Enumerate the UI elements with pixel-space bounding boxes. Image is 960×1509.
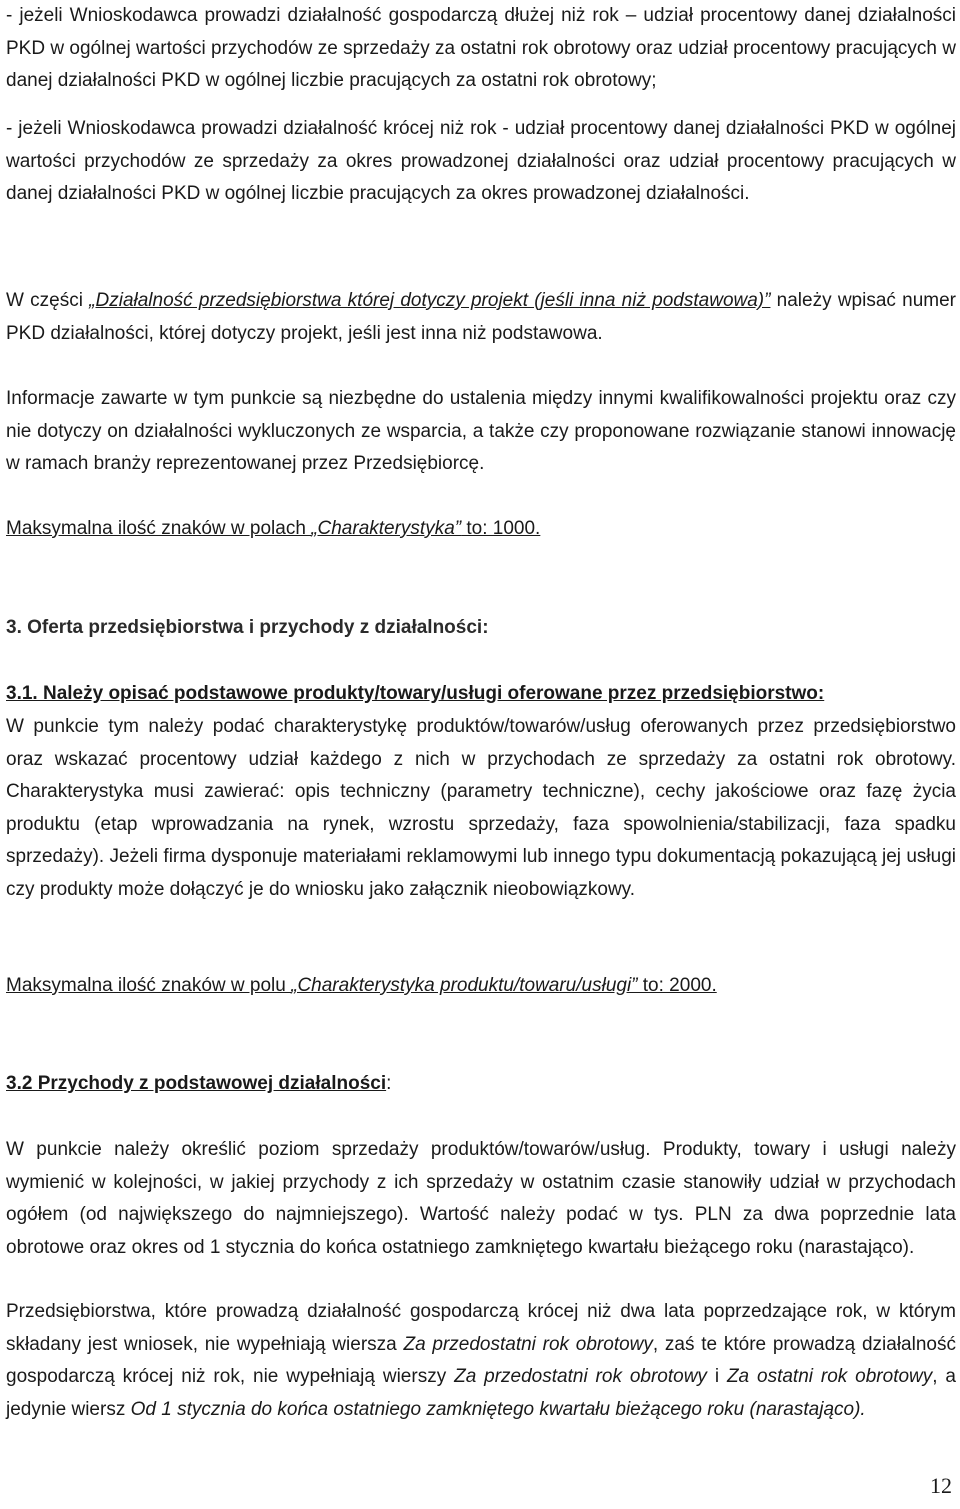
section-3-2-heading <box>6 1068 956 1101</box>
note-row-current-quarter: Od 1 stycznia do końca ostatniego zamkniętego kwartału bieżącego roku (narastająco). <box>130 1398 866 1420</box>
limit2-text-start: Maksymalna ilość znaków w polu <box>6 975 292 996</box>
limit2-text-end: to: 2000. <box>637 975 717 996</box>
note-row-last-year: Za ostatni rok obrotowy <box>726 1366 933 1387</box>
section-3-2-body: W punkcie należy określić poziom sprzedaży produktów/towarów/usług. Produkty, towary i usługi należy wymienić w kolejności, w jakiej przychody z ich sprzedaży w ostatnim czasie stanowiły udział w przychodach ogółem (od największego do najmniejszego). Wartość należy podać w tys. PLN za dwa poprzednie lata obrotowe oraz okres od 1 stycznia do końca ostatniego zamkniętego kwartału bieżącego roku (narastająco). <box>6 1139 956 1258</box>
note-text-1: Przedsiębiorstwa, które prowadzą działalność gospodarczą krócej niż dwa lata poprzedzające rok, w którym składany jest wniosek, nie wypełniają wiersza <box>6 1301 956 1355</box>
limit2-field-name: „Charakterystyka produktu/towaru/usługi” <box>291 975 638 996</box>
pkd-field-name: „Działalność przedsiębiorstwa której dotyczy projekt (jeśli inna niż podstawowa)” <box>89 290 771 311</box>
bullet-item-under-year: - jeżeli Wnioskodawca prowadzi działalność krócej niż rok - udział procentowy danej działalności PKD w ogólnej wartości przychodów ze sprzedaży za okres prowadzonej działalności oraz udział procentowy pracujących w danej działalności PKD w ogólnej liczbie pracujących za okres prowadzonej działalności. <box>6 118 956 204</box>
section-3-2-note <box>6 1296 956 1426</box>
section-3-2-colon: : <box>386 1073 392 1094</box>
section-3-heading: 3. Oferta przedsiębiorstwa i przychody z działalności: <box>6 617 489 638</box>
note-row-prev-year: Za przedostatni rok obrotowy <box>403 1333 653 1355</box>
page-number: 12 <box>930 1473 952 1498</box>
pkd-instruction-paragraph <box>6 285 956 350</box>
information-paragraph: Informacje zawarte w tym punkcie są niezbędne do ustalenia między innymi kwalifikowalności projektu oraz czy nie dotyczy on działalności wykluczonych ze wsparcia, a także czy proponowane rozwiązanie stanowi innowację w ramach branży reprezentowanej przez Przedsiębiorcę. <box>6 388 956 474</box>
section-3-1-body: W punkcie tym należy podać charakterystykę produktów/towarów/usług oferowanych przez przedsiębiorstwo oraz wskazać procentowy udział każdego z nich w przychodach ze sprzedaży za ostatni rok obrotowy. Charakterystyka musi zawierać: opis techniczny (parametry techniczne), cechy jakościowe oraz fazę życia produktu (etap wprowadzania na rynek, wzrostu sprzedaży, faza spowolnienia/stabilizacji, faza spadku sprzedaży). Jeżeli firma dysponuje materiałami reklamowymi lub innego typu dokumentacją pokazującą jej usługi czy produkty może dołączyć je do wniosku jako załącznik nieobowiązkowy. <box>6 716 956 900</box>
limit1-text-start: Maksymalna ilość znaków w polach <box>6 518 312 539</box>
section-3-1-heading: 3.1. Należy opisać podstawowe produkty/towary/usługi oferowane przez przedsiębiorstwo: <box>6 683 825 704</box>
section-3-2-title: 3.2 Przychody z podstawowej działalności <box>6 1073 387 1094</box>
limit1-field-name: „Charakterystyka” <box>311 518 462 539</box>
char-limit-2000 <box>6 970 956 1003</box>
bullet-item-over-year: - jeżeli Wnioskodawca prowadzi działalność gospodarczą dłużej niż rok – udział procentowy danej działalności PKD w ogólnej wartości przychodów ze sprzedaży za ostatni rok obrotowy oraz udział procentowy pracujących w danej działalności PKD w ogólnej liczbie pracujących za ostatni rok obrotowy; <box>6 5 956 91</box>
note-text-2: , zaś te które prowadzą działalność gospodarczą krócej niż rok, nie wypełniają wierszy <box>6 1333 956 1387</box>
limit1-text-end: to: 1000. <box>461 518 541 539</box>
note-text-3: i <box>706 1366 727 1387</box>
pkd-text-end: należy wpisać numer PKD działalności, której dotyczy projekt, jeśli jest inna niż podstawowa. <box>6 290 956 344</box>
note-text-4: , a jedynie wiersz <box>6 1366 957 1420</box>
note-row-prev-year-2: Za przedostatni rok obrotowy <box>454 1366 707 1387</box>
pkd-text-start: W części <box>6 290 90 311</box>
char-limit-1000 <box>6 513 956 546</box>
